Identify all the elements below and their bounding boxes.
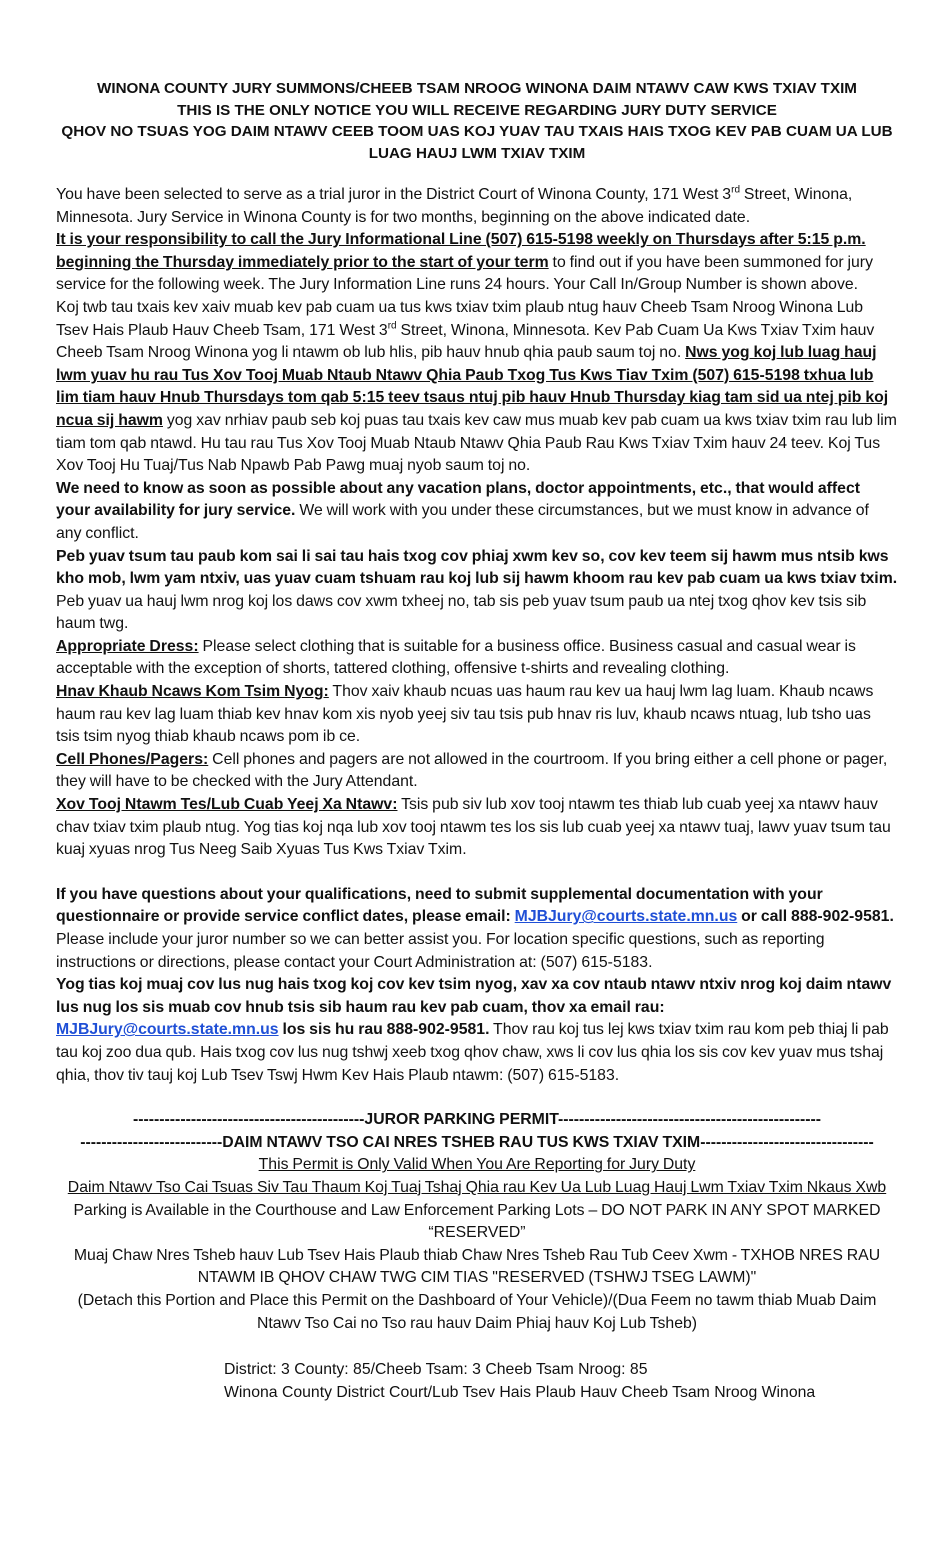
header-only-notice: THIS IS THE ONLY NOTICE YOU WILL RECEIVE REGARDING JURY DUTY SERVICE [177, 101, 777, 119]
summons-body [56, 184, 898, 1087]
summons-header [56, 78, 898, 164]
intro-paragraph-hmong: Koj twb tau txais kev xaiv muab kev pab cuam ua tus kws txiav txim plaub ntug hauv Cheeb Tsam Nroog Winona Lub Tsev Hais Plaub Hauv Cheeb Tsam, 171 West 3rd Street, Winona, Minnesota. Kev Pab Cuam Ua Kws Txiav Txim hauv Cheeb Tsam Nroog Winona yog li ntawm ob lub hlis, pib hauv hnub qhia paub saum toj no. Nws yog koj lub luag hauj lwm yuav hu rau Tus Xov Tooj Muab Ntaub Ntawv Qhia Paub Txog Tus Kws Tiav Txim (507) 615-5198 txhua lub lim tiam hauv Hnub Thursdays tom qab 5:15 teev tsaus ntuj pib hauv Hnub Thursday kiag tam sid ua ntej pib koj ncua sij hawm yog xav nrhiav paub seb koj puas tau txais kev caw mus muab kev pab cuam ua kws txiav txim rau lub lim tiam tom qab ntawd. Hu tau rau Tus Xov Tooj Muab Ntaub Ntawv Qhia Paub Rau Kws Txiav Txim hauv 24 teev. Koj Tus Xov Tooj Hu Tuaj/Tus Nab Npawb Pab Pawg muaj nyob saum toj no. [56, 298, 897, 475]
call-instruction-english: It is your responsibility to call the Jury Informational Line (507) 615-5198 weekly on Thursdays after 5:15 p.m. beginning the Thursday immediately prior to the start of your term [56, 231, 866, 271]
permit-footer [224, 1359, 898, 1404]
permit-title-hmong: ---------------------------DAIM NTAWV TSO CAI NRES TSHEB RAU TUS KWS TXIAV TXIM--------------------------------- [80, 1133, 874, 1151]
questions-paragraph-hmong: Yog tias koj muaj cov lus nug hais txog koj cov kev tsim nyog, xav xa cov ntaub ntawv ntxiv nrog koj daim ntawv lus nug los sis muab cov hnub tsis sib haum rau kev pab cuam, thov xa email rau: MJBJury@courts.state.mn.us los sis hu rau 888-902-9581. Thov rau koj tus lej kws txiav txim rau kom peb thiaj li pab tau koj zoo dua qub. Hais txog cov lus nug tshwj xeeb txog qhov chaw, xws li cov lus qhia los sis cov kev yuav mus tshaj qhia, thov tiv tauj koj Lub Tsev Tswj Hwm Kev Hais Plaub ntawm: (507) 615-5183. [56, 976, 892, 1084]
phones-heading-hmong: Xov Tooj Ntawm Tes/Lub Cuab Yeej Xa Ntawv: [56, 796, 398, 814]
email-link-hmong[interactable]: MJBJury@courts.state.mn.us [56, 1021, 279, 1039]
permit-title: --------------------------------------------JUROR PARKING PERMIT-------------------------------------------------- [132, 1111, 822, 1129]
phones-paragraph-hmong: Xov Tooj Ntawm Tes/Lub Cuab Yeej Xa Ntawv: Tsis pub siv lub xov tooj ntawm tes thiab lub cuab yeej xa ntawv hauv chav txiav txim plaub ntug. Yog tias koj nqa lub xov tooj ntawm tes los sis lub cuab yeej xa ntawv tuaj, lawv yuav tsum tau kuaj xyuas nrog Tus Neeg Saib Xyuas Tus Kws Txiav Txim. [56, 796, 891, 859]
dress-heading: Appropriate Dress: [56, 637, 199, 655]
call-instruction-hmong: Nws yog koj lub luag hauj lwm yuav hu rau Tus Xov Tooj Muab Ntaub Ntawv Qhia Paub Txog Tus Kws Tiav Txim (507) 615-5198 txhua lub lim tiam hauv Hnub Thursdays tom qab 5:15 teev tsaus ntuj pib hauv Hnub Thursday kiag tam sid ua ntej pib koj ncua sij hawm [56, 344, 889, 429]
district-county-line: District: 3 County: 85/Cheeb Tsam: 3 Cheeb Tsam Nroog: 85 [224, 1361, 648, 1379]
summons-page [56, 78, 898, 1404]
phones-paragraph-english: Cell Phones/Pagers: Cell phones and pagers are not allowed in the courtroom. If you bring either a cell phone or pager, they will have to be checked with the Jury Attendant. [56, 750, 888, 791]
spacer [56, 862, 898, 884]
dress-paragraph-english: Appropriate Dress: Please select clothing that is suitable for a business office. Business casual and casual wear is acceptable with the exception of shorts, tattered clothing, offensive t-shirts and revealing clothing. [56, 637, 856, 678]
permit-parking-hmong: Muaj Chaw Nres Tsheb hauv Lub Tsev Hais Plaub thiab Chaw Nres Tsheb Rau Tub Ceev Xwm - TXHOB NRES RAU NTAWM IB QHOV CHAW TWG CIM TIAS "RESERVED (TSHWJ TSEG LAWM)" [73, 1246, 881, 1287]
conflicts-paragraph-hmong: Peb yuav tsum tau paub kom sai li sai tau hais txog cov phiaj xwm kev so, cov kev teem sij hawm mus ntsib kws kho mob, lwm yam ntxiv, uas yuav cuam tshuam rau koj lub sij hawm khoom rau kev pab cuam ua kws txiav txim. Peb yuav ua hauj lwm nrog koj los daws cov xwm txheej no, tab sis peb yuav tsum paub ua ntej txog qhov kev tsis sib haum twg. [56, 547, 898, 633]
header-title: WINONA COUNTY JURY SUMMONS/CHEEB TSAM NROOG WINONA DAIM NTAWV CAW KWS TXIAV TXIM [97, 80, 857, 97]
permit-valid-english: This Permit is Only Valid When You Are Reporting for Jury Duty [258, 1156, 696, 1174]
header-only-notice-hmong: QHOV NO TSUAS YOG DAIM NTAWV CEEB TOOM UAS KOJ YUAV TAU TXAIS HAIS TXOG KEV PAB CUAM UA LUB LUAG HAUJ LWM TXIAV TXIM [61, 123, 893, 162]
permit-valid-hmong: Daim Ntawv Tso Cai Tsuas Siv Tau Thaum Koj Tuaj Tshaj Qhia rau Kev Ua Lub Luag Hauj Lwm Txiav Txim Nkaus Xwb [67, 1178, 887, 1196]
email-link[interactable]: MJBJury@courts.state.mn.us [514, 908, 738, 926]
permit-parking-english: Parking is Available in the Courthouse and Law Enforcement Parking Lots – DO NOT PARK IN ANY SPOT MARKED “RESERVED” [73, 1201, 881, 1242]
phones-heading: Cell Phones/Pagers: [56, 750, 209, 768]
permit-detach-instruction: (Detach this Portion and Place this Permit on the Dashboard of Your Vehicle)/(Dua Feem no tawm thiab Muab Daim Ntawv Tso Cai no Tso rau hauv Daim Phiaj hauv Koj Lub Tsheb) [77, 1291, 877, 1332]
court-name-line: Winona County District Court/Lub Tsev Hais Plaub Hauv Cheeb Tsam Nroog Winona [224, 1383, 816, 1401]
dress-paragraph-hmong: Hnav Khaub Ncaws Kom Tsim Nyog: Thov xaiv khaub ncuas uas haum rau kev ua hauj lwm lag luam. Khaub ncaws haum rau kev lag luam thiab kev hnav kom xis nyob yeej siv tau tsis pub hnav ris luv, khaub ncaws ntuag, lub tsho uas tsis tsim nyog thiab khaub ncaws pom ib ce. [56, 683, 874, 746]
parking-permit [56, 1109, 898, 1335]
conflicts-paragraph-english: We need to know as soon as possible about any vacation plans, doctor appointments, etc., that would affect your availability for jury service. We will work with you under these circumstances, but we must know in advance of any conflict. [56, 479, 869, 542]
dress-heading-hmong: Hnav Khaub Ncaws Kom Tsim Nyog: [56, 683, 329, 701]
questions-paragraph-english: If you have questions about your qualifications, need to submit supplemental documentation with your questionnaire or provide service conflict dates, please email: MJBJury@courts.state.mn.us or call 888-902-9581. Please include your juror number so we can better assist you. For location specific questions, such as reporting instructions or directions, please contact your Court Administration at: (507) 615-5183. [56, 885, 894, 971]
intro-paragraph-english: You have been selected to serve as a trial juror in the District Court of Winona County, 171 West 3rd Street, Winona, Minnesota. Jury Service in Winona County is for two months, beginning on the above indicated date. It is your responsibility to call the Jury Informational Line (507) 615-5198 weekly on Thursdays after 5:15 p.m. beginning the Thursday immediately prior to the start of your term to find out if you have been summoned for jury service for the following week. The Jury Information Line runs 24 hours. Your Call In/Group Number is shown above. [56, 184, 873, 294]
